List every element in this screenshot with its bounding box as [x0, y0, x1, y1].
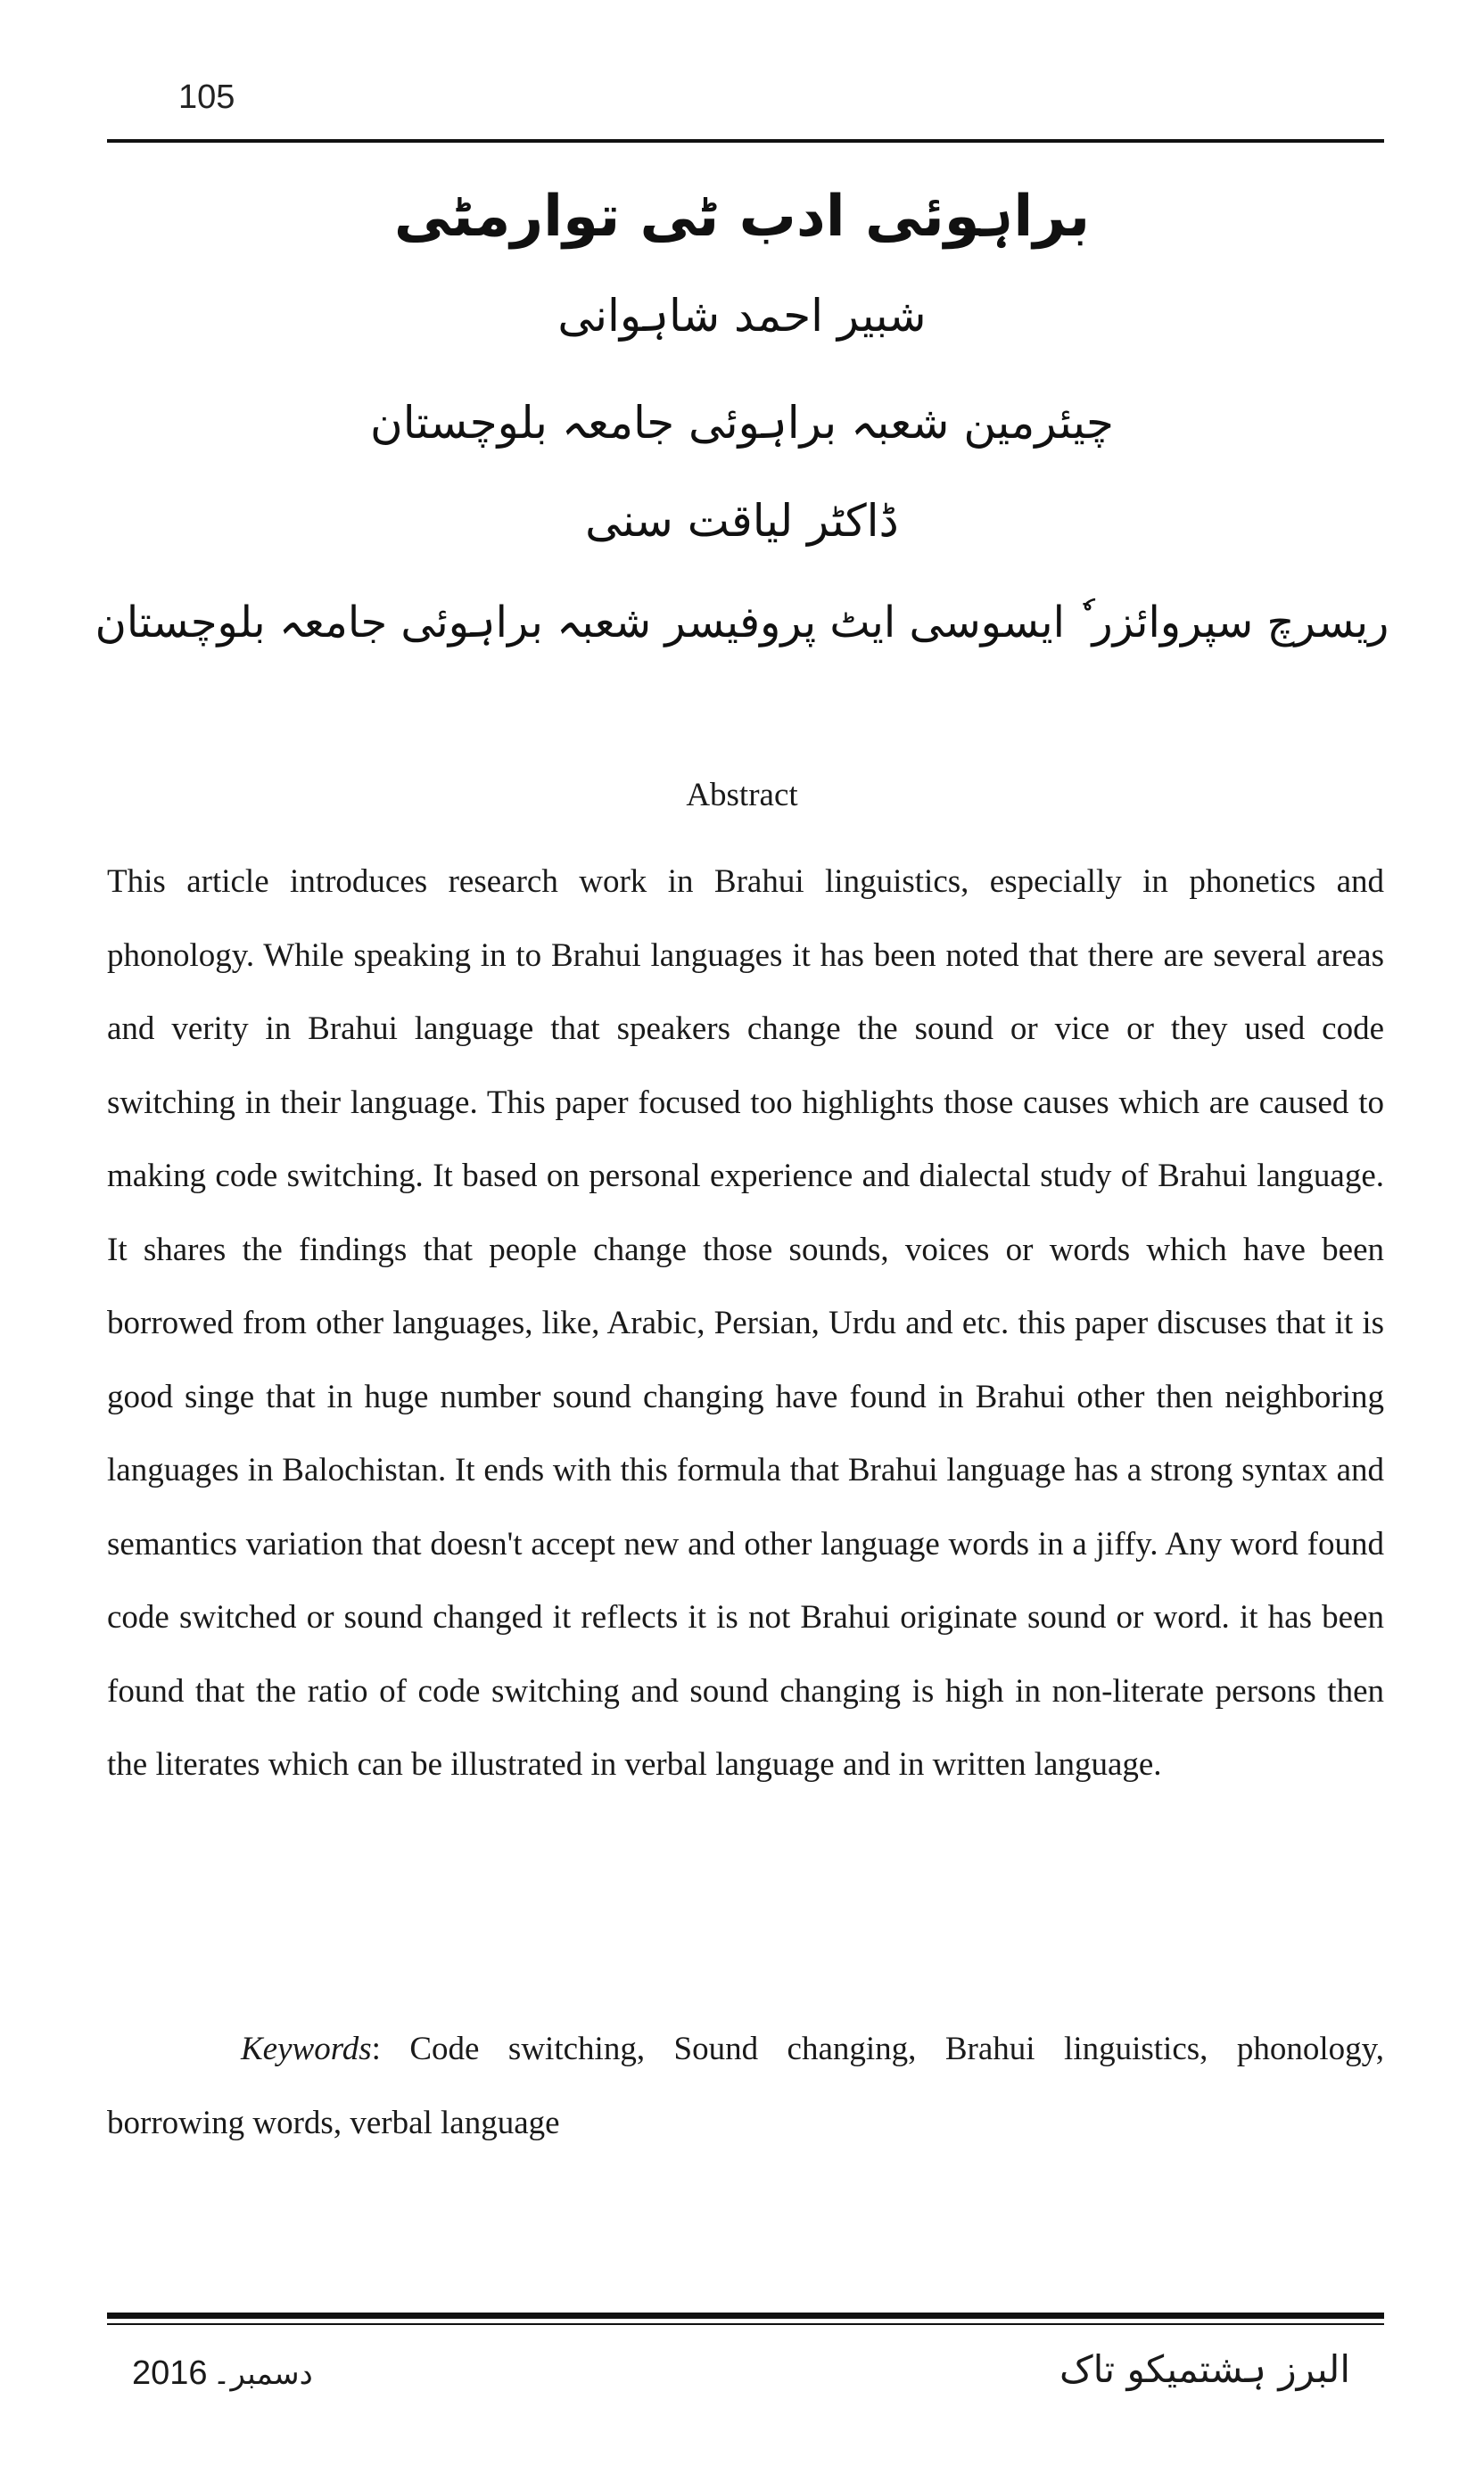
- header-rule: [107, 139, 1384, 143]
- author-affiliation-2: ریسرچ سپروائزر ٗ ایسوسی ایٹ پروفیسر شعبہ براہوئی جامعہ بلوچستان: [95, 598, 1389, 647]
- author-affiliation-1: چیئرمین شعبہ براہوئی جامعہ بلوچستان: [370, 397, 1114, 449]
- keywords-paragraph: [107, 2012, 1384, 2160]
- article-title: براہوئی ادب ٹی توارمٹی: [393, 184, 1091, 250]
- author-name-2: ڈاکٹر لیاقت سنی: [585, 495, 899, 547]
- footer-year: 2016: [132, 2354, 208, 2392]
- footer-rule-thin: [107, 2323, 1384, 2325]
- footer-date: [132, 2354, 313, 2393]
- page-number: 105: [178, 78, 235, 116]
- footer-month: دسمبر۔: [212, 2356, 313, 2392]
- abstract-body: This article introduces research work in Brahui linguistics, especially in phonetics and phonology. While speaking in to Brahui languages it has been noted that there are several areas and verity in Brahui language that speakers change the sound or vice or they used code switching in their language. This paper focused too highlights those causes which are caused to making code switching. It based on personal experience and dialectal study of Brahui language. It shares the findings that people change those sounds, voices or words which have been borrowed from other languages, like, Arabic, Persian, Urdu and etc. this paper discuses that it is good singe that in huge number sound changing have found in Brahui other then neighboring languages in Balochistan. It ends with this formula that Brahui language has a strong syntax and semantics variation that doesn't accept new and other language words in a jiffy. Any word found code switched or sound changed it reflects it is not Brahui originate sound or word. it has been found that the ratio of code switching and sound changing is high in non-literate persons then the literates which can be illustrated in verbal language and in written language.: [107, 863, 1384, 1783]
- abstract-heading: Abstract: [686, 777, 798, 813]
- author-name-1: شبیر احمد شاہوانی: [557, 290, 927, 342]
- keywords-label: Keywords: [241, 2031, 372, 2067]
- footer-rule-thick: [107, 2313, 1384, 2319]
- footer-journal-name: البرز ہشتمیکو تاک: [1059, 2347, 1350, 2391]
- keywords-text: : Code switching, Sound changing, Brahui linguistics, phonology, borrowing words, verbal language: [107, 2031, 1384, 2141]
